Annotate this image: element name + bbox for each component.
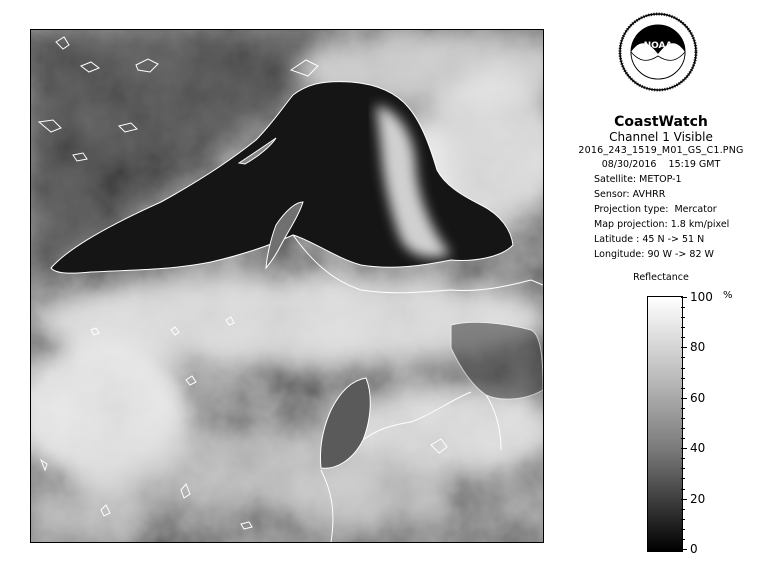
colorbar-minor-tick: [681, 327, 685, 328]
colorbar-major-tick: [681, 398, 687, 399]
colorbar-major-tick: [681, 499, 687, 500]
projection-type-label: Projection type: Mercator: [594, 204, 717, 215]
legend-unit: %: [723, 290, 733, 301]
colorbar-minor-tick: [681, 337, 685, 338]
colorbar-major-tick: [681, 549, 687, 550]
colorbar-major-tick: [681, 297, 687, 298]
legend-title: Reflectance: [633, 272, 689, 283]
colorbar-minor-tick: [681, 438, 685, 439]
map-projection-label: Map projection: 1.8 km/pixel: [594, 219, 730, 230]
colorbar-tick-label: 40: [690, 441, 706, 456]
colorbar-minor-tick: [681, 489, 685, 490]
datetime: 08/30/2016 15:19 GMT: [601, 159, 721, 170]
colorbar-minor-tick: [681, 539, 685, 540]
colorbar-tick-label: 80: [690, 340, 706, 355]
noaa-logo: [618, 12, 698, 92]
app-title: CoastWatch: [614, 114, 708, 130]
satellite-label: Satellite: METOP-1: [594, 174, 682, 185]
longitude-label: Longitude: 90 W -> 82 W: [594, 249, 714, 260]
colorbar-major-tick: [681, 347, 687, 348]
colorbar-minor-tick: [681, 519, 685, 520]
colorbar-minor-tick: [681, 529, 685, 530]
colorbar-minor-tick: [681, 509, 685, 510]
colorbar-minor-tick: [681, 317, 685, 318]
colorbar-minor-tick: [681, 428, 685, 429]
colorbar-minor-tick: [681, 307, 685, 308]
colorbar-minor-tick: [681, 478, 685, 479]
satellite-image: [30, 29, 544, 543]
noaa-logo-icon: [618, 12, 698, 92]
colorbar-tick-label: 100: [690, 290, 713, 304]
info-panel: [566, 114, 756, 262]
colorbar-minor-tick: [681, 368, 685, 369]
latitude-label: Latitude : 45 N -> 51 N: [594, 234, 705, 245]
colorbar-minor-tick: [681, 378, 685, 379]
colorbar-major-tick: [681, 448, 687, 449]
colorbar-minor-tick: [681, 388, 685, 389]
channel-label: Channel 1 Visible: [609, 130, 713, 144]
colorbar-minor-tick: [681, 357, 685, 358]
reflectance-colorbar: [647, 296, 683, 552]
satellite-map-svg: [31, 30, 543, 542]
colorbar-tick-label: 20: [690, 491, 706, 506]
colorbar-minor-tick: [681, 468, 685, 469]
colorbar-minor-tick: [681, 418, 685, 419]
colorbar-minor-tick: [681, 458, 685, 459]
noaa-logo-text: NOAA: [643, 41, 673, 51]
sensor-label: Sensor: AVHRR: [594, 189, 666, 200]
colorbar-minor-tick: [681, 408, 685, 409]
file-name: 2016_243_1519_M01_GS_C1.PNG: [578, 145, 744, 156]
colorbar-tick-label: 0: [690, 542, 698, 556]
colorbar-tick-label: 60: [690, 390, 706, 405]
